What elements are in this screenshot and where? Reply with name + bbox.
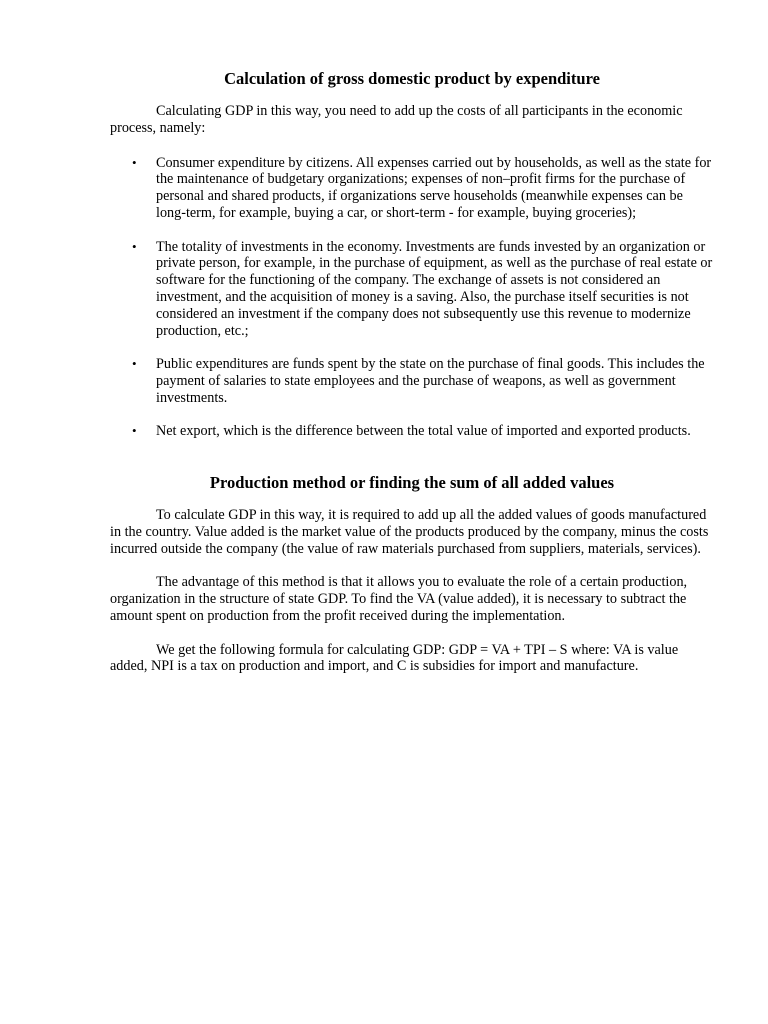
list-item-text: Net export, which is the difference between the total value of imported and exported products. — [156, 423, 691, 440]
formula-paragraph: We get the following formula for calculating GDP: GDP = VA + TPI – S where: VA is value added, NPI is a tax on production and import, and C is subsidies for import and manufacture. — [110, 641, 679, 675]
list-item — [110, 423, 714, 440]
list-item-text: Consumer expenditure by citizens. All expenses carried out by households, as well as the state for the maintenance of budgetary organizations; expenses of non–profit firms for the purchase of personal and shared products, if organizations serve households (meanwhile expenses can be long-term, for example, buying a car, or short-term - for example, buying groceries); — [156, 154, 712, 221]
list-item — [110, 356, 714, 406]
production-paragraph: To calculate GDP in this way, it is required to add up all the added values of goods manufactured in the country. Value added is the market value of the products produced by the company, minus the costs incurred outside the company (the value of raw materials purchased from suppliers, materials, services). — [110, 507, 709, 557]
list-item-text: The totality of investments in the economy. Investments are funds invested by an organization or private person, for example, in the purchase of equipment, as well as the purchase of real estate or software for the functioning of the company. The exchange of assets is not considered an investment, and the acquisition of money is a saving. Also, the purchase itself securities is not considered an investment if the company does not subsequently use this revenue to modernize production, etc.; — [156, 238, 713, 339]
list-item-text: Public expenditures are funds spent by the state on the purchase of final goods. This includes the payment of salaries to state employees and the purchase of weapons, as well as government investments. — [156, 356, 705, 406]
expenditure-bullet-list — [110, 155, 714, 441]
document-page — [110, 64, 714, 675]
list-item — [110, 239, 714, 340]
intro-paragraph: Calculating GDP in this way, you need to add up the costs of all participants in the economic process, namely: — [110, 103, 683, 136]
bullet-icon: • — [132, 154, 137, 170]
section-heading-expenditure: Calculation of gross domestic product by expenditure — [224, 69, 600, 88]
list-item — [110, 155, 714, 222]
advantage-paragraph: The advantage of this method is that it allows you to evaluate the role of a certain production, organization in the structure of state GDP. To find the VA (value added), it is necessary to subtract the amount spent on production from the profit received during the implementation. — [110, 574, 688, 624]
section-heading-production: Production method or finding the sum of all added values — [209, 473, 615, 493]
bullet-icon: • — [132, 238, 137, 254]
bullet-icon: • — [132, 356, 137, 372]
bullet-icon: • — [132, 423, 137, 439]
